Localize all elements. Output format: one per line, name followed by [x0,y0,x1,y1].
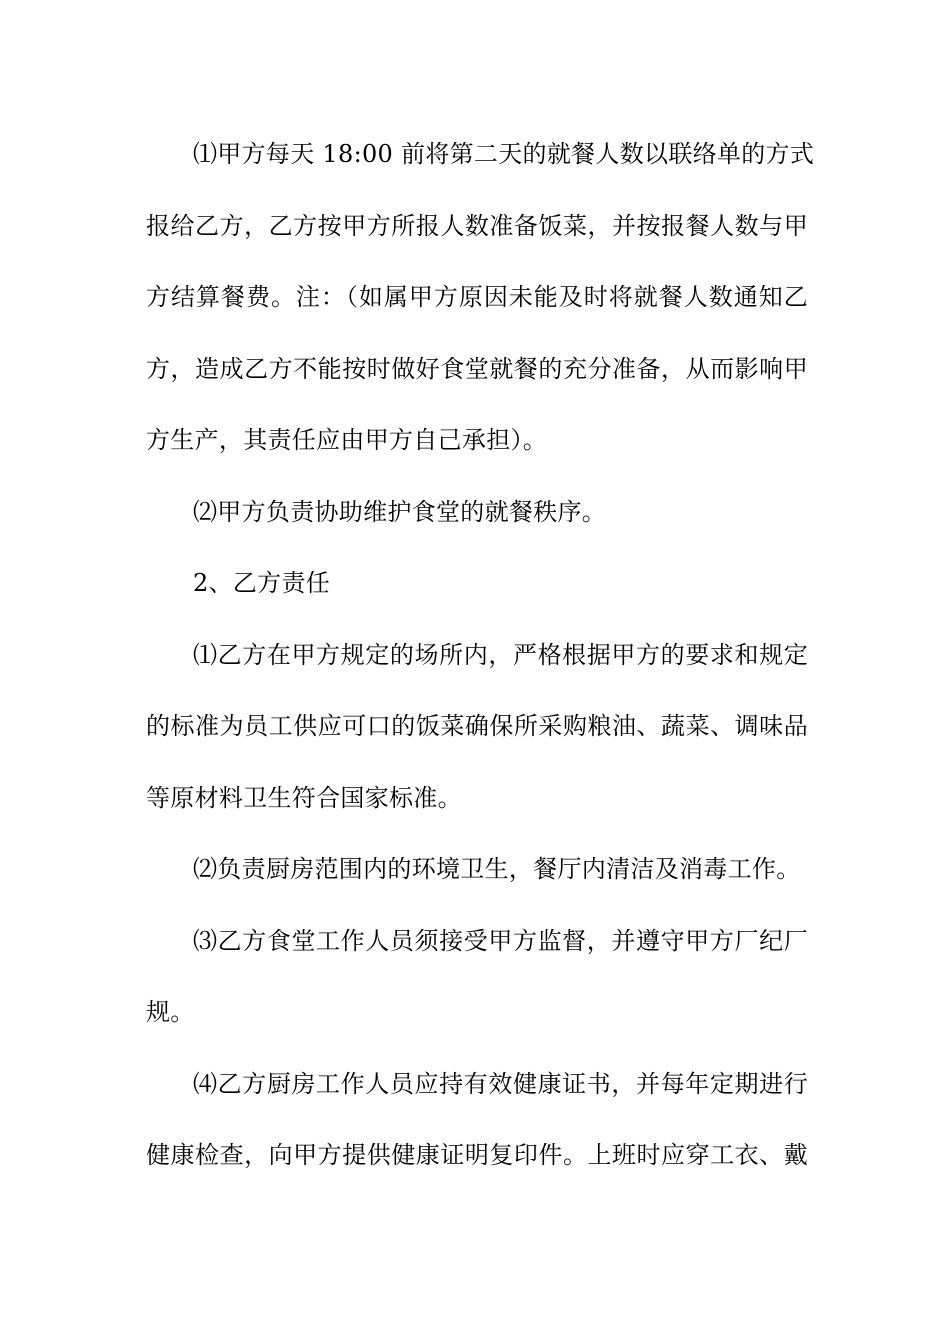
paragraph-line: ⑴乙方在甲方规定的场所内，严格根据甲方的要求和规定 [193,641,808,669]
paragraph-line: 等原材料卫生符合国家标准。 [146,784,462,812]
section-heading: 2、乙方责任 [193,569,331,597]
paragraph-line: 健康检查，向甲方提供健康证明复印件。上班时应穿工衣、戴 [146,1141,808,1169]
paragraph-line: 规。 [146,998,195,1026]
paragraph-line: ⑵负责厨房范围内的环境卫生，餐厅内清洁及消毒工作。 [193,855,801,883]
paragraph-line: 方结算餐费。注：（如属甲方原因未能及时将就餐人数通知乙 [146,283,808,311]
paragraph-line: ⑷乙方厨房工作人员应持有效健康证书，并每年定期进行 [193,1070,808,1098]
paragraph-line: 方，造成乙方不能按时做好食堂就餐的充分准备，从而影响甲 [146,355,808,383]
paragraph-line: 的标准为员工供应可口的饭菜确保所采购粮油、蔬菜、调味品 [146,712,808,740]
paragraph-line: ⑴甲方每天 18:00 前将第二天的就餐人数以联络单的方式 [193,140,815,168]
paragraph-line: 报给乙方，乙方按甲方所报人数准备饭菜，并按报餐人数与甲 [146,212,808,240]
paragraph-line: 方生产，其责任应由甲方自己承担）。 [146,426,548,454]
paragraph-line: ⑶乙方食堂工作人员须接受甲方监督，并遵守甲方厂纪厂 [193,927,808,955]
paragraph-line: ⑵甲方负责协助维护食堂的就餐秩序。 [193,498,607,526]
